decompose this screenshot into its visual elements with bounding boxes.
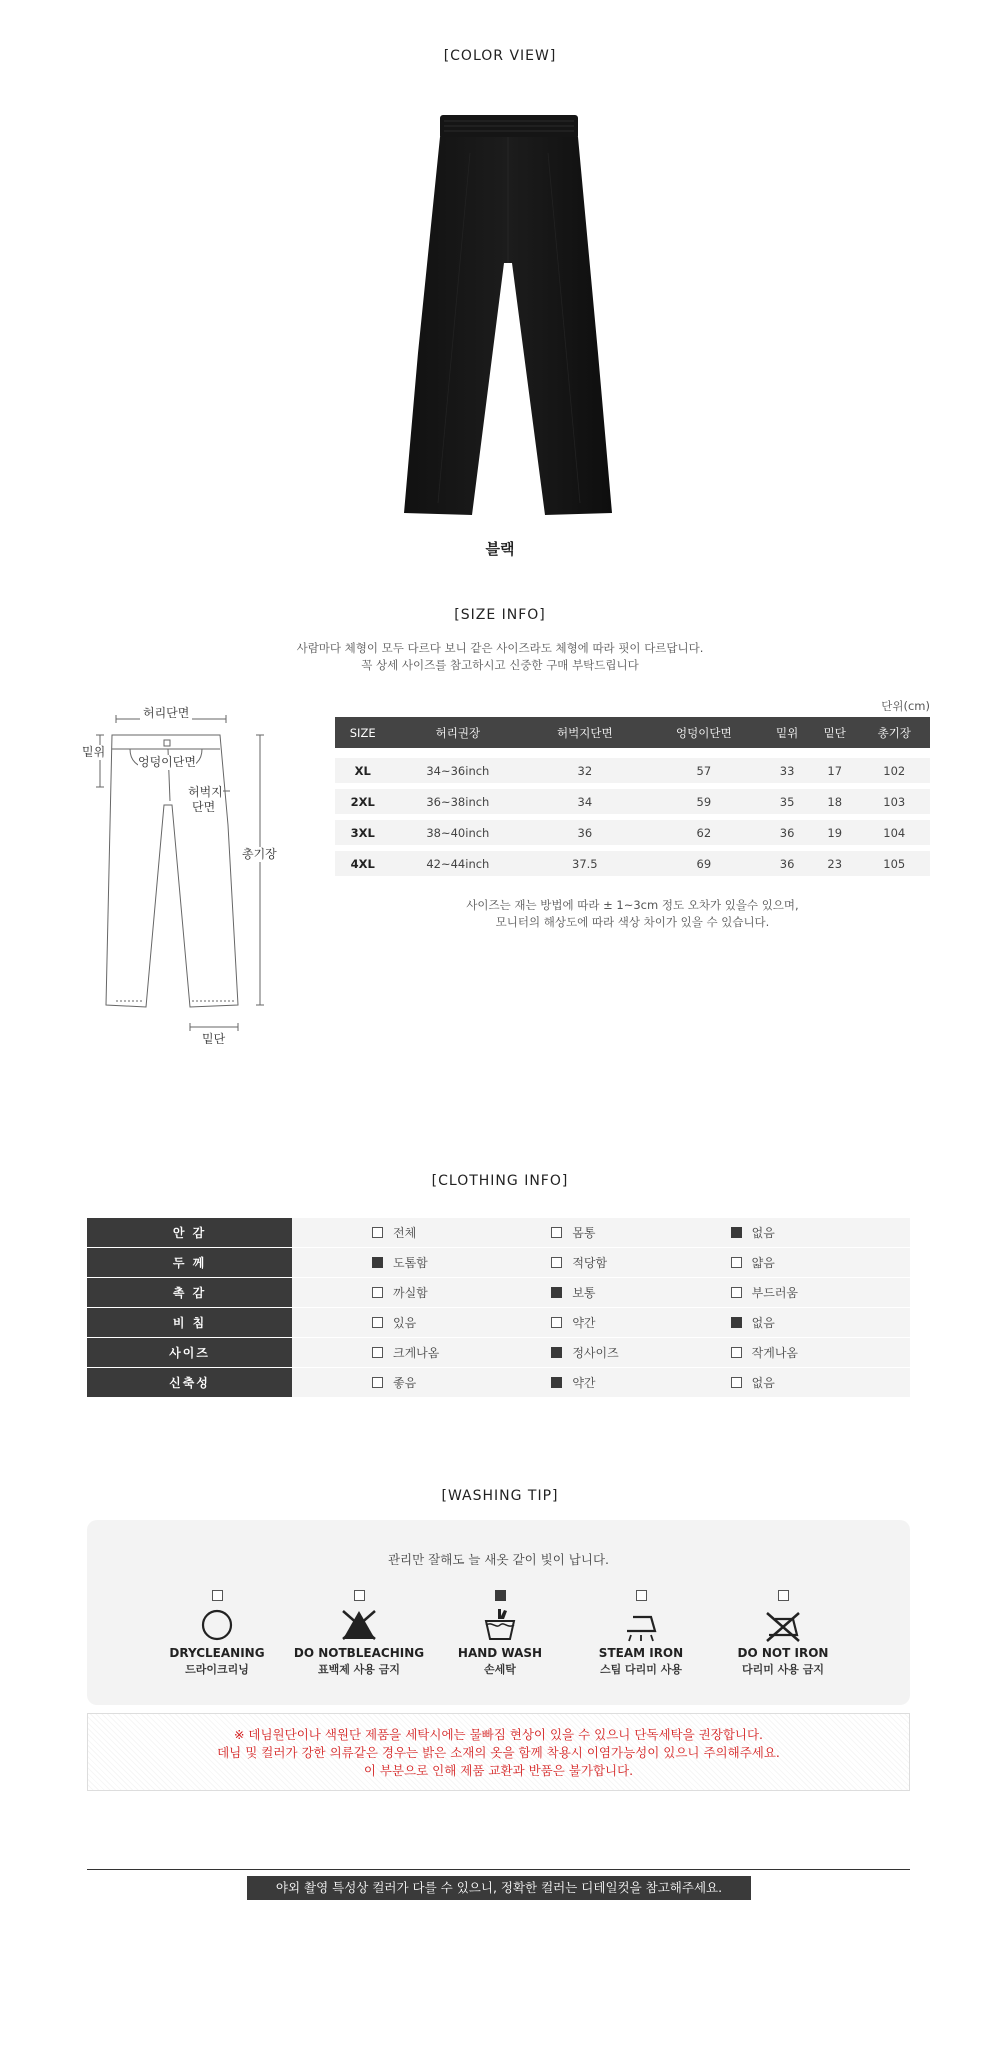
unchecked-box-icon (372, 1377, 383, 1388)
color-view-title: [COLOR VIEW] (443, 48, 557, 64)
size-col-header: 총기장 (859, 717, 930, 748)
clothing-row-spacer (292, 1218, 372, 1248)
clothing-option-label: 좋음 (393, 1376, 417, 1390)
clothing-option (372, 1218, 551, 1248)
clothing-option (731, 1308, 910, 1338)
clothing-option (372, 1338, 551, 1368)
clothing-option (551, 1308, 730, 1338)
clothing-row-label: 비 침 (87, 1308, 292, 1338)
clothing-row (87, 1278, 910, 1308)
size-cell: 23 (811, 851, 859, 876)
clothing-row-label: 촉 감 (87, 1278, 292, 1308)
size-cell: 3XL (335, 820, 390, 845)
clothing-option-label: 없음 (751, 1316, 775, 1330)
clothing-option (731, 1218, 910, 1248)
no-bleach-icon (339, 1607, 379, 1643)
clothing-option (372, 1248, 551, 1278)
unchecked-box-icon (551, 1257, 562, 1268)
size-cell: 42~44inch (390, 851, 525, 876)
clothing-option-label: 보통 (572, 1286, 596, 1300)
wash-item-hand-wash (430, 1590, 570, 1677)
unchecked-box-icon (372, 1347, 383, 1358)
size-cell: 18 (811, 789, 859, 814)
size-cell: 62 (644, 820, 763, 845)
clothing-option-label: 도톰함 (393, 1256, 428, 1270)
size-cell: 38~40inch (390, 820, 525, 845)
clothing-option-label: 없음 (751, 1226, 775, 1240)
size-col-header: 허벅지단면 (525, 717, 644, 748)
wash-label-en: DRYCLEANING (169, 1646, 265, 1660)
unchecked-box-icon (731, 1287, 742, 1298)
wash-label-ko: 표백제 사용 금지 (317, 1663, 401, 1676)
wash-check-box (212, 1590, 223, 1601)
clothing-row-spacer (292, 1248, 372, 1278)
size-cell: 105 (859, 851, 930, 876)
clothing-option (372, 1308, 551, 1338)
warning-line: 이 부분으로 인해 제품 교환과 반품은 불가합니다. (363, 1763, 634, 1778)
size-diagram (80, 705, 300, 1045)
size-unit-label: 단위(cm) (881, 699, 930, 713)
clothing-option-label: 없음 (751, 1376, 775, 1390)
clothing-info-title: [CLOTHING INFO] (431, 1173, 569, 1189)
size-cell: 36 (763, 851, 811, 876)
unchecked-box-icon (372, 1317, 383, 1328)
unchecked-box-icon (372, 1287, 383, 1298)
wash-label-en: STEAM IRON (598, 1646, 684, 1660)
size-note-line1: 사람마다 체형이 모두 다르다 보니 같은 사이즈라도 체형에 따라 핏이 다르답니다. (296, 641, 704, 655)
clothing-option (551, 1368, 730, 1398)
washing-panel (87, 1520, 910, 1705)
checked-box-icon (372, 1257, 383, 1268)
size-cell: 37.5 (525, 851, 644, 876)
clothing-row-label: 사이즈 (87, 1338, 292, 1368)
checked-box-icon (731, 1317, 742, 1328)
clothing-option (551, 1278, 730, 1308)
size-cell: 102 (859, 758, 930, 783)
size-cell: 104 (859, 820, 930, 845)
washing-tip-title: [WASHING TIP] (441, 1488, 559, 1504)
wash-label-en: DO NOTBLEACHING (293, 1646, 425, 1660)
size-table (335, 717, 930, 876)
unchecked-box-icon (372, 1227, 383, 1238)
wash-label-ko: 드라이크리닝 (185, 1663, 249, 1676)
size-cell: 36 (763, 820, 811, 845)
washing-warning-box (87, 1713, 910, 1791)
size-cell: 17 (811, 758, 859, 783)
wash-label-en: HAND WASH (457, 1646, 543, 1660)
clothing-row-spacer (292, 1278, 372, 1308)
clothing-option-label: 크게나옴 (393, 1346, 440, 1360)
circle-icon (197, 1607, 237, 1643)
diagram-thigh-label-2: 단면 (192, 800, 216, 814)
color-name-label: 블랙 (485, 540, 515, 558)
unchecked-box-icon (551, 1227, 562, 1238)
warning-line: 데님 및 컬러가 강한 의류같은 경우는 밝은 소재의 옷을 함께 착용시 이염가능성이 있으니 주의해주세요. (217, 1745, 780, 1760)
unchecked-box-icon (731, 1377, 742, 1388)
size-cell: 34~36inch (390, 758, 525, 783)
size-cell: 19 (811, 820, 859, 845)
checked-box-icon (551, 1347, 562, 1358)
wash-check-box (354, 1590, 365, 1601)
clothing-option (372, 1368, 551, 1398)
clothing-row (87, 1218, 910, 1248)
size-cell: 4XL (335, 851, 390, 876)
clothing-option-label: 약간 (572, 1376, 596, 1390)
size-info-title: [SIZE INFO] (454, 607, 546, 623)
hand-wash-icon (480, 1607, 520, 1643)
clothing-option (551, 1248, 730, 1278)
clothing-row-spacer (292, 1338, 372, 1368)
clothing-row (87, 1308, 910, 1338)
clothing-row-label: 신축성 (87, 1368, 292, 1398)
table-row (335, 820, 930, 845)
size-col-header: 허리권장 (390, 717, 525, 748)
size-cell: 34 (525, 789, 644, 814)
clothing-row (87, 1368, 910, 1398)
wash-item-no-iron (713, 1590, 853, 1677)
size-cell: 57 (644, 758, 763, 783)
clothing-option (551, 1338, 730, 1368)
unchecked-box-icon (551, 1317, 562, 1328)
clothing-option-label: 정사이즈 (572, 1346, 619, 1360)
wash-label-ko: 다리미 사용 금지 (741, 1663, 825, 1676)
size-cell: 103 (859, 789, 930, 814)
diagram-hip-label: 엉덩이단면 (138, 755, 196, 769)
clothing-option-label: 약간 (572, 1316, 596, 1330)
clothing-row-spacer (292, 1308, 372, 1338)
wash-check-box (778, 1590, 789, 1601)
size-cell: XL (335, 758, 390, 783)
clothing-row (87, 1248, 910, 1278)
size-cell: 36 (525, 820, 644, 845)
wash-label-en: DO NOT IRON (737, 1646, 829, 1660)
unchecked-box-icon (731, 1257, 742, 1268)
diagram-rise-label: 밑위 (82, 745, 106, 759)
table-row (335, 789, 930, 814)
pants-product-image (400, 113, 615, 520)
size-cell: 2XL (335, 789, 390, 814)
clothing-option (731, 1368, 910, 1398)
clothing-row-label: 두 께 (87, 1248, 292, 1278)
checked-box-icon (551, 1287, 562, 1298)
table-row (335, 851, 930, 876)
size-col-header: 밑단 (811, 717, 859, 748)
clothing-option (731, 1248, 910, 1278)
size-col-header: 엉덩이단면 (644, 717, 763, 748)
clothing-option-label: 얇음 (751, 1256, 775, 1270)
clothing-row-spacer (292, 1368, 372, 1398)
size-cell: 33 (763, 758, 811, 783)
size-cell: 69 (644, 851, 763, 876)
clothing-row-label: 안 감 (87, 1218, 292, 1248)
wash-check-box (636, 1590, 647, 1601)
clothing-option (551, 1218, 730, 1248)
footer-notice: 야외 촬영 특성상 컬러가 다를 수 있으니, 정확한 컬러는 디테일컷을 참고해주세요. (247, 1876, 751, 1900)
clothing-option-label: 부드러움 (751, 1286, 799, 1300)
clothing-option-label: 전체 (393, 1226, 417, 1240)
diagram-length-label: 총기장 (242, 847, 277, 861)
wash-label-ko: 손세탁 (484, 1663, 516, 1676)
size-footnote-line1: 사이즈는 재는 방법에 따라 ± 1~3cm 정도 오차가 있을수 있으며, (466, 898, 799, 912)
size-col-header: 밑위 (763, 717, 811, 748)
size-table-header-row (335, 717, 930, 748)
diagram-hem-label: 밑단 (202, 1032, 226, 1046)
clothing-option (731, 1278, 910, 1308)
unchecked-box-icon (731, 1347, 742, 1358)
size-note-line2: 꼭 상세 사이즈를 참고하시고 신중한 구매 부탁드립니다 (361, 658, 639, 672)
washing-intro: 관리만 잘해도 늘 새옷 같이 빛이 납니다. (387, 1552, 609, 1567)
clothing-option-label: 작게나옴 (751, 1346, 799, 1360)
size-col-header: SIZE (335, 717, 390, 748)
checked-box-icon (731, 1227, 742, 1238)
size-cell: 59 (644, 789, 763, 814)
diagram-waist-label: 허리단면 (140, 706, 192, 721)
size-cell: 32 (525, 758, 644, 783)
clothing-option-label: 까실함 (393, 1286, 428, 1300)
clothing-row (87, 1338, 910, 1368)
checked-box-icon (495, 1590, 506, 1601)
checked-box-icon (551, 1377, 562, 1388)
clothing-option-label: 적당함 (572, 1256, 608, 1270)
wash-label-ko: 스팀 다리미 사용 (599, 1663, 683, 1676)
size-cell: 36~38inch (390, 789, 525, 814)
footer-divider (87, 1869, 910, 1870)
size-footnote-line2: 모니터의 해상도에 따라 색상 차이가 있을 수 있습니다. (495, 915, 770, 929)
size-cell: 35 (763, 789, 811, 814)
steam-iron-icon (621, 1607, 661, 1643)
wash-item-drycleaning (147, 1590, 287, 1677)
diagram-thigh-label-1: 허벅지 (188, 785, 223, 799)
warning-line: ※ 데님원단이나 색원단 제품을 세탁시에는 물빠짐 현상이 있을 수 있으니 단독세탁을 권장합니다. (233, 1727, 764, 1742)
clothing-option (731, 1338, 910, 1368)
table-row (335, 758, 930, 783)
wash-item-no-bleach (289, 1590, 429, 1677)
clothing-option (372, 1278, 551, 1308)
wash-item-steam-iron (571, 1590, 711, 1677)
clothing-option-label: 몸통 (572, 1226, 596, 1240)
clothing-option-label: 있음 (393, 1316, 417, 1330)
no-iron-icon (763, 1607, 803, 1643)
clothing-info-table (87, 1218, 910, 1398)
